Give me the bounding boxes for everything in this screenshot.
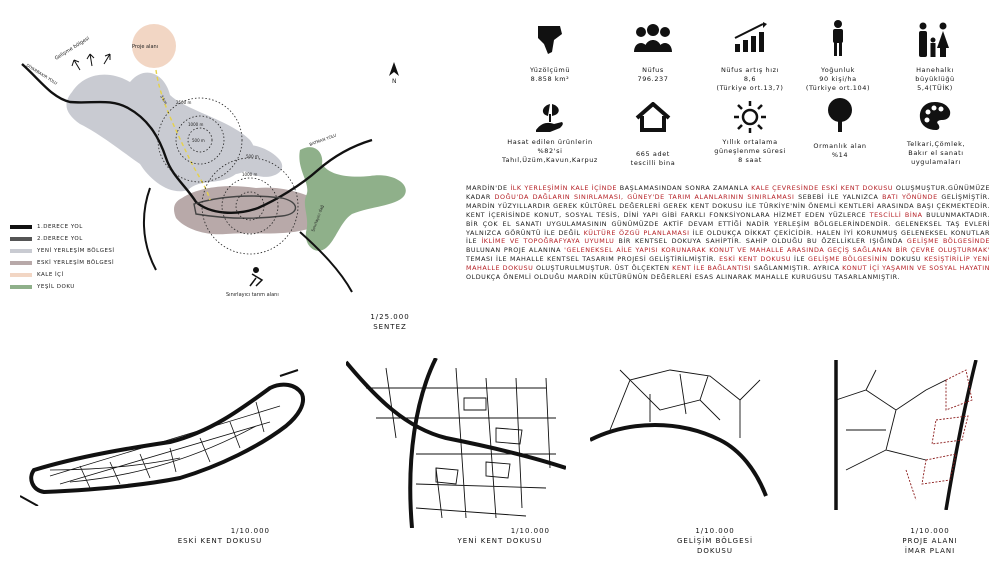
new-town-map [346,358,566,528]
stat-item: Ormanlık alan %14 [813,142,867,159]
body-text: SAĞLANMIŞTIR. AYRICA [751,264,843,273]
population-icon [633,24,673,54]
body-text: BAŞLAMASINDAN SONRA ZAMANLA [617,184,752,192]
highlight-text: 'GELENEKSEL AİLE YAPISI KORUNARAK KONUT VE MAHALLE ARASINDA GEÇİŞ SAĞLANAN BİR ÇEVRE OLUŞTURMAK' [564,246,990,255]
svg-text:500 m: 500 m [192,138,205,143]
svg-text:Sınırlayıcı tarım alanı: Sınırlayıcı tarım alanı [226,292,279,298]
turkey-map-icon [534,22,564,56]
svg-text:N: N [392,78,397,85]
farmer-icon [250,267,262,286]
stat-item: Hanehalkı büyüklüğü 5,4(TÜİK) [915,66,955,92]
highlight-text: İKLİME VE TOPOĞRAFYAYA UYUMLU [481,237,615,246]
body-text: BULUNAN PROJE ALANINA [466,246,565,255]
synthesis-caption: 1/25.000 SENTEZ [370,313,410,331]
primary-road-2 [144,188,156,270]
proje-label: Proje alanı [132,44,159,50]
stat-item: Yoğunluk 90 kişi/ha (Türkiye ort.104) [805,66,871,92]
body-text: OLUŞMUŞTUR.GÜNÜMÜZE KADAR [466,184,990,201]
body-text: OLDUKÇA ÖNEMLİ OLDUĞU MARDİN KÜLTÜRÜNÜN DEĞERLERİ ESAS ALINARAK MAHALLE KURUGUSU TASARLANMIŞTIR. [466,273,901,282]
highlight-text: GELİŞME BÖLGESİNDE [906,237,990,246]
growth-chart-icon [733,22,769,54]
body-text: DOKUSU [887,255,925,264]
development-zone-map [590,360,770,500]
legend-item: YENİ YERLEŞİM BÖLGESİ [10,248,115,254]
highlight-text: BATI YÖNÜNDE [882,192,938,201]
north-arrow-icon [389,62,399,76]
stat-item: Nüfus 796.237 [637,66,669,83]
growth-arrows [72,54,110,70]
highlight-text: KENT İLE BAĞLANTISI [672,264,752,273]
stat-item: Yüzölçümü 8.858 km² [529,66,571,83]
stat-item: Nüfus artış hızı 8,6 (Türkiye ort.13,7) [716,66,784,92]
legend-item: 2.DERECE YOL [10,236,83,242]
map-caption: 1/10.000 ESKİ KENT DOKUSU [177,527,270,545]
svg-text:DİYARBAKIR YOLU: DİYARBAKIR YOLU [25,62,59,86]
project-zoning-map [826,360,986,510]
highlight-text: KÜLTÜRE ÖZGÜ PLANLAMASI [583,228,690,237]
description-paragraph [466,184,990,282]
legend-item: 1.DERECE YOL [10,224,83,230]
body-text: TEMASI İLE MAHALLE KENTSEL TASARIM PROJESİ GELİŞTİRİLMİŞTİR. [466,255,720,264]
svg-text:1000 m: 1000 m [188,122,204,127]
map-caption: 1/10.000 PROJE ALANI İMAR PLANI [902,527,958,555]
svg-text:2500 m: 2500 m [176,100,192,105]
green-zone [299,147,405,251]
family-icon [916,22,952,58]
map-caption: 1/10.000 YENİ KENT DOKUSU [457,527,550,545]
legend-item: ESKİ YERLEŞİM BÖLGESİ [10,260,114,266]
legend-item: KALE İÇİ [10,272,64,278]
body-text: MARDİN'DE [466,184,511,192]
body-text: İLE OLDUKÇA DİKKAT ÇEKİCİDİR. HALEN İYİ KORUNMUŞ GELENEKSEL KONUTLAR İLE [466,228,991,246]
body-text: OLUŞTURULMUŞTUR. ÜST ÖLÇEKTEN [533,264,673,273]
sun-icon [733,100,767,134]
highlight-text: TESCİLLİ BİNA [869,210,923,219]
body-text: BULUNMAKTADIR. BİR ÇOK EL SANATI UYGULAMASININ GÜNÜMÜZDE AKTİF DEVAM ETTİĞİ NADİR YERLEŞİM BÖLGELERİNDENDİR. GELENEKSEL TAŞ EVLERİ YALNIZCA GÖRÜNTÜ İLE DEĞİL [466,210,991,237]
highlight-text: ESKİ KENT DOKUSU [719,255,792,264]
palette-icon [918,100,952,132]
stat-item: Hasat edilen ürünlerin %82'si Tahıl,Üzüm,Kavun,Karpuz [502,138,598,164]
synthesis-map [0,0,460,320]
map-caption: 1/10.000 GELİŞİM BÖLGESİ DOKUSU [676,527,754,555]
highlight-text: KONUT İÇİ YAŞAMIN VE SOSYAL HAYATIN [842,264,990,273]
body-text: BİR KENTSEL DOKUYA SAHİPTİR. SAHİP OLDUĞU BU ÖZELLİKLER IŞIĞINDA [614,237,907,246]
body-text: GELİŞMİŞTİR. MARDİN YÜZYILLARDIR GEREK KÜLTÜREL DEĞERLERİ GEREK KENT DOKUSU İLE TÜRKİYE'NİN ÖNEMLİ KENTLERİ ARASINDA BAŞI ÇEKMEKTEDİR. KENT İÇERİSİNDE KONUT, SOSYAL TESİS, DİNİ YAPI GİBİ FARKLI FONKSİYONLARA HİZMET EDEN YÜZLERCE [466,192,990,219]
svg-text:500 m: 500 m [246,154,259,159]
highlight-text: GELİŞME BÖLGESİNİN [808,255,888,264]
stat-item: Yıllık ortalama güneşlenme süresi 8 saat [714,138,786,164]
person-icon [830,20,846,58]
stat-item: Telkari,Çömlek, Bakır el sanatı uygulamaları [906,140,966,166]
highlight-text: KALE ÇEVRESİNDE ESKİ KENT DOKUSU [751,184,894,192]
highlight-text: KESİŞTİRİLİP YENİ MAHALLE DOKUSU [466,255,991,273]
stat-item: 665 adet tescilli bina [630,150,676,167]
house-icon [635,102,671,132]
highlight-text: İLK YERLEŞİMİN KALE İÇİNDE [510,184,618,192]
body-text: İLE [791,255,809,264]
svg-text:Sınırlayıcı dağ: Sınırlayıcı dağ [310,204,325,233]
svg-text:Gelişme bölgesi: Gelişme bölgesi [53,35,91,62]
plant-hand-icon [534,100,566,134]
svg-text:3 km: 3 km [159,94,169,106]
tree-icon [827,98,853,134]
old-town-map [20,366,330,506]
body-text: SEBEBİ İLE YALNIZCA [794,192,883,201]
highlight-text: DOĞU'DA DAĞLARIN SINIRLAMASI, GÜNEY'DE TARIM ALANLARININ SINIRLAMASI [494,192,795,201]
legend-item: YEŞİL DOKU [10,284,75,290]
svg-text:1000 m: 1000 m [242,172,258,177]
svg-text:BATMAN YOLU: BATMAN YOLU [308,132,338,147]
